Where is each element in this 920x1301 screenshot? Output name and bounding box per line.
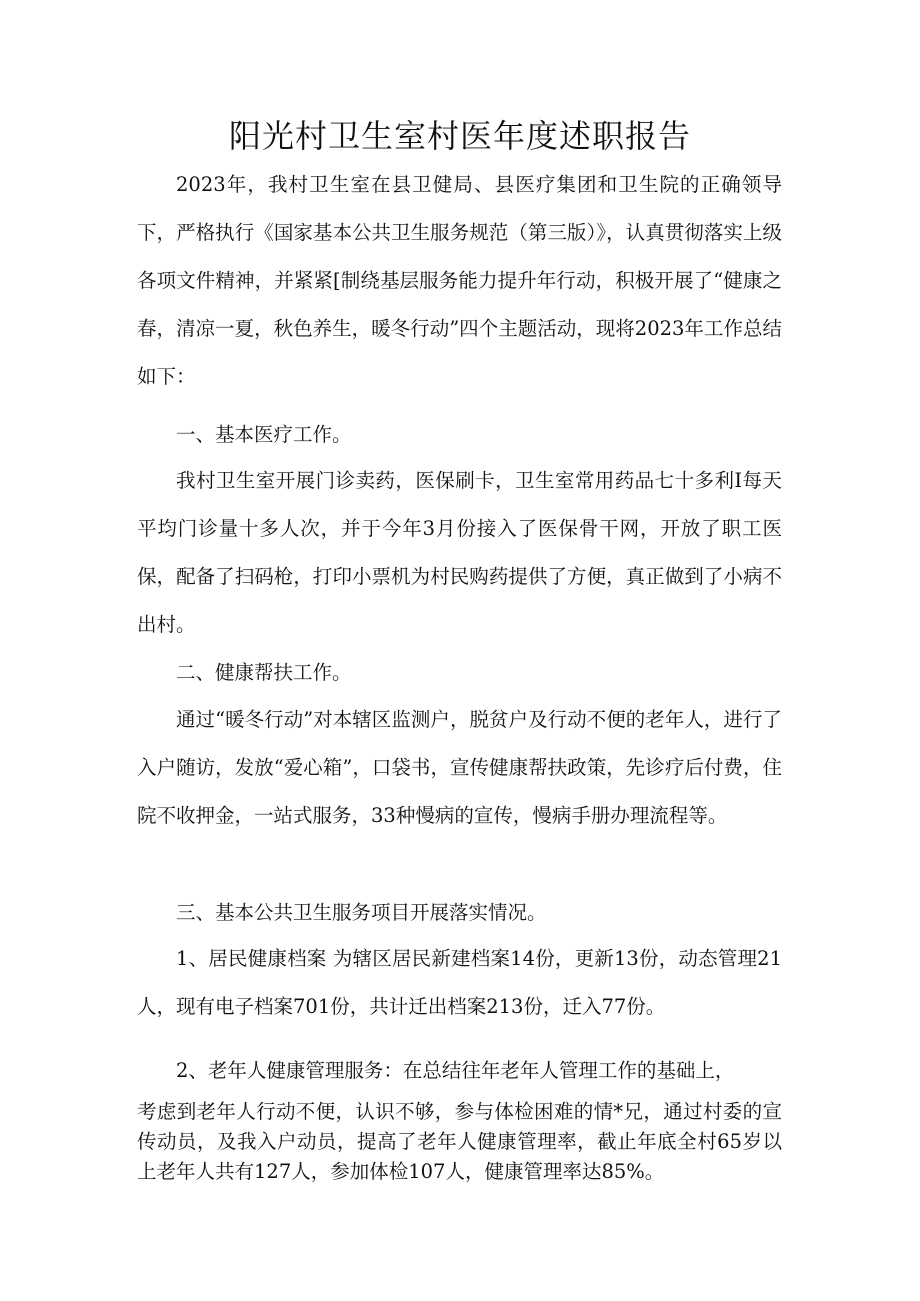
section-heading-health-support: 二、健康帮扶工作。 [176, 661, 352, 684]
item-elderly-health-body: 考虑到老年人行动不便，认识不够，参与体检困难的情*兄，通过村委的宣传动员，及我入户动员，提高了老年人健康管理率，截止年底全村65岁以上老年人共有127人，参加体检107人，健康管理率达85%。 [137, 1100, 782, 1183]
section-heading-public-health: 三、基本公共卫生服务项目开展落实情况。 [176, 901, 547, 924]
item-resident-health-records: 1、居民健康档案 为辖区居民新建档案14份，更新13份，动态管理21人，现有电子档案701份，共计迁出档案213份，迁入77份。 [137, 947, 782, 1018]
intro-paragraph: 2023年，我村卫生室在县卫健局、县医疗集团和卫生院的正确领导下，严格执行《国家基本公共卫生服务规范（第三版）》，认真贯彻落实上级各项文件精神，并紧紧[制绕基层服务能力提升年行动，积极开展了“健康之春，清凉一夏，秋色养生，暖冬行动”四个主题活动，现将2023年工作总结如下： [137, 173, 782, 388]
section-heading-basic-medical: 一、基本医疗工作。 [176, 423, 352, 446]
section-body-basic-medical: 我村卫生室开展门诊卖药，医保刷卡，卫生室常用药品七十多利I每天平均门诊量十多人次，并于今年3月份接入了医保骨干网，开放了职工医保，配备了扫码枪，打印小票机为村民购药提供了方便，真正做到了小病不出村。 [137, 469, 782, 636]
item-elderly-health-lead: 2、老年人健康管理服务：在总结往年老年人管理工作的基础上， [176, 1059, 735, 1082]
page-title: 阳光村卫生室村医年度述职报告 [228, 117, 691, 155]
section-body-health-support: 通过“暖冬行动”对本辖区监测户，脱贫户及行动不便的老年人，进行了入户随访，发放“爱心箱”，口袋书，宣传健康帮扶政策，先诊疗后付费，住院不收押金，一站式服务，33种慢病的宣传，慢病手册办理流程等。 [137, 708, 782, 827]
